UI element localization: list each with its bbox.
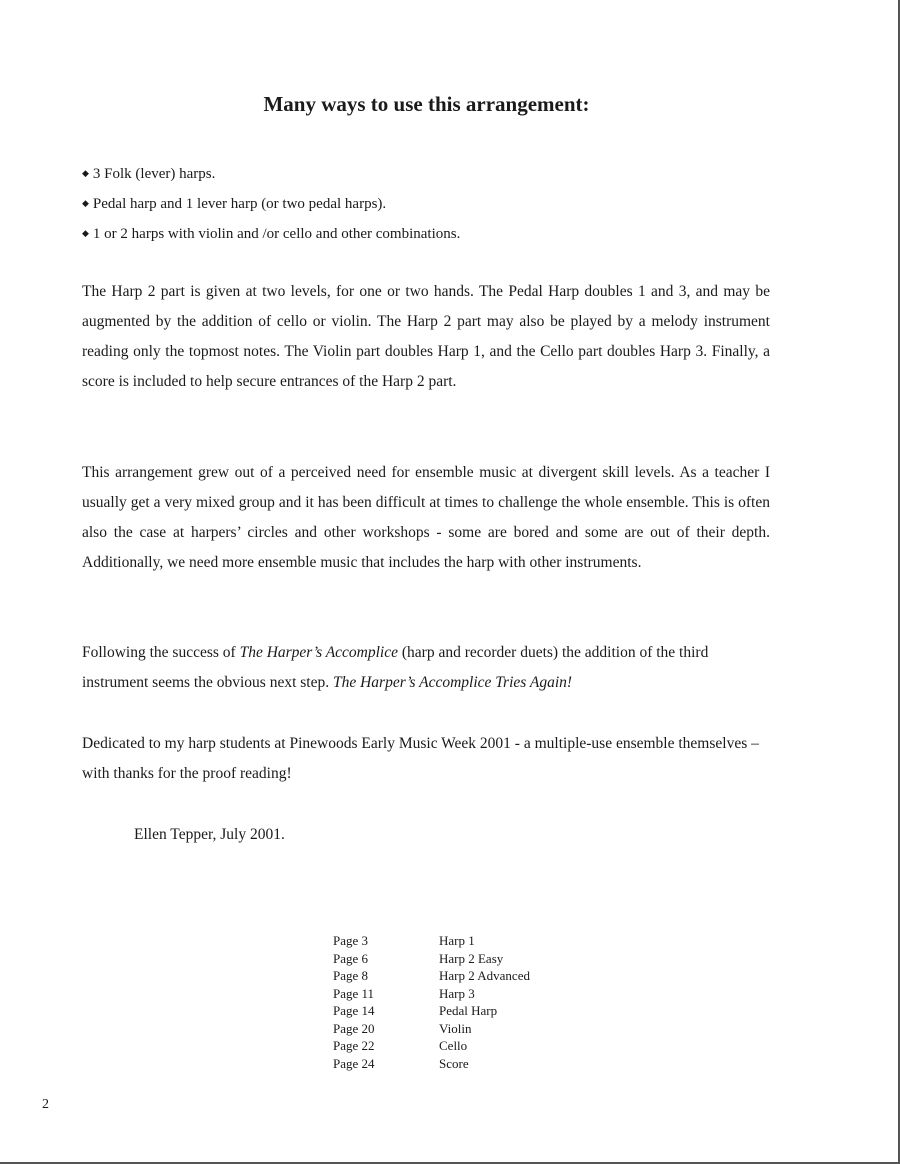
- list-item-text: Pedal harp and 1 lever harp (or two pedal harps).: [92, 196, 387, 212]
- table-row: [333, 967, 530, 985]
- list-item-text: 1 or 2 harps with violin and /or cello and other combinations.: [92, 226, 461, 242]
- contents-part: Violin: [439, 1020, 472, 1036]
- contents-part: Harp 3: [439, 985, 475, 1001]
- contents-page: Page 3: [333, 933, 369, 948]
- table-row: [333, 1002, 530, 1020]
- table-row: [333, 932, 530, 950]
- contents-page: Page 8: [333, 968, 369, 983]
- list-item-text: 3 Folk (lever) harps.: [92, 166, 216, 182]
- contents-page: Page 24: [333, 1055, 375, 1071]
- paragraph-background: [82, 638, 770, 698]
- contents-page: Page 6: [333, 950, 369, 966]
- paragraph-dedication: Dedicated to my harp students at Pinewoods Early Music Week 2001 - a multiple-use ensemble themselves – with thanks for the proof reading!: [82, 735, 759, 782]
- usage-list: [82, 158, 782, 248]
- book-title: The Harper’s Accomplice Tries Again!: [332, 674, 573, 691]
- list-item: [82, 158, 782, 188]
- contents-part: Harp 2 Advanced: [439, 968, 530, 983]
- contents-page: Page 11: [333, 985, 375, 1001]
- page-title: Many ways to use this arrangement:: [263, 92, 590, 116]
- diamond-bullet-icon: ◆: [82, 228, 89, 238]
- table-row: [333, 1037, 530, 1055]
- book-title: The Harper’s Accomplice: [239, 644, 398, 661]
- contents-page: Page 14: [333, 1003, 375, 1018]
- diamond-bullet-icon: ◆: [82, 198, 89, 208]
- diamond-bullet-icon: ◆: [82, 168, 89, 178]
- paragraph-purpose: This arrangement grew out of a perceived need for ensemble music at divergent skill levels. As a teacher I usually get a very mixed group and it has been difficult at times to challenge the whole ensemble. This is often also the case at harpers’ circles and other workshops - some are bored and some are out of their depth. Additionally, we need more ensemble music that includes the harp with other instruments.: [82, 464, 770, 571]
- page-number: 2: [42, 1097, 49, 1112]
- list-item: [82, 188, 782, 218]
- contents-part: Cello: [439, 1038, 468, 1053]
- contents-part: Score: [439, 1055, 469, 1071]
- paragraph-text: Following the success of: [82, 644, 240, 661]
- signature: Ellen Tepper, July 2001.: [134, 826, 285, 843]
- contents-part: Harp 2 Easy: [439, 950, 504, 966]
- table-row: [333, 985, 530, 1003]
- list-item: [82, 218, 782, 248]
- contents-page: Page 22: [333, 1038, 375, 1053]
- table-row: [333, 1020, 530, 1038]
- contents-page: Page 20: [333, 1020, 375, 1036]
- contents-table: [333, 932, 530, 1072]
- paragraph-text: (harp and recorder duets) the addition of the third instrument seems the obvious next step.: [82, 644, 709, 691]
- table-row: [333, 1055, 530, 1073]
- contents-part: Harp 1: [439, 933, 475, 948]
- table-row: [333, 950, 530, 968]
- contents-part: Pedal Harp: [439, 1003, 498, 1018]
- paragraph-harp-parts: The Harp 2 part is given at two levels, for one or two hands. The Pedal Harp doubles 1 and 3, and may be augmented by the addition of cello or violin. The Harp 2 part may also be played by a melody instrument reading only the topmost notes. The Violin part doubles Harp 1, and the Cello part doubles Harp 3. Finally, a score is included to help secure entrances of the Harp 2 part.: [82, 283, 770, 390]
